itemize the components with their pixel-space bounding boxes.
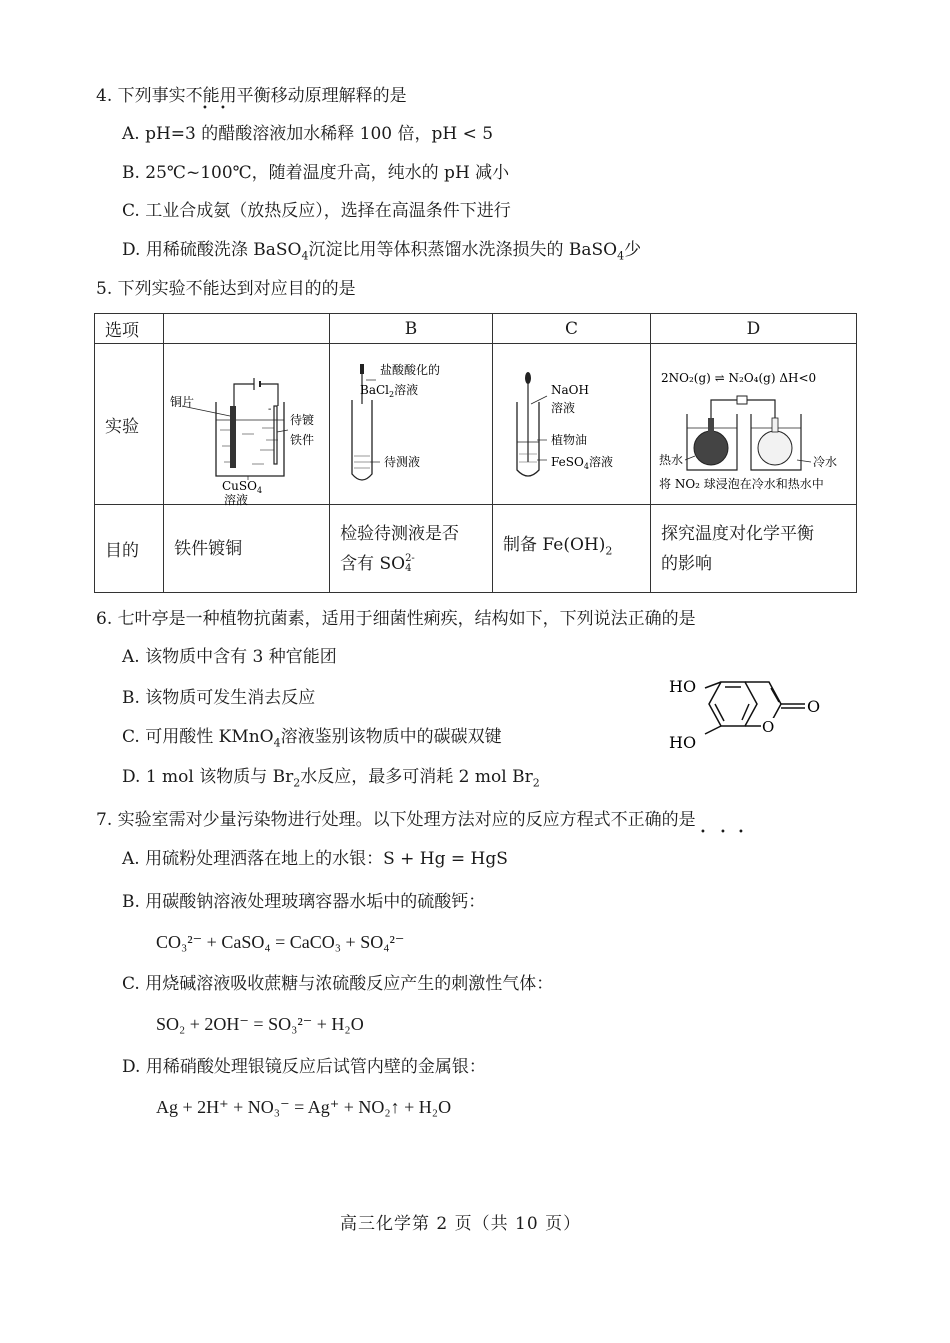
q5-stem: 5. 下列实验不能达到对应目的的是 [96,279,356,299]
q7-option-b: B. 用碳酸钠溶液处理玻璃容器水垢中的硫酸钙： [122,892,486,912]
q7-option-c: C. 用烧碱溶液吸收蔗糖与浓硫酸反应产生的刺激性气体： [122,974,554,994]
label-plated-2: 铁件 [290,433,315,447]
table-header-b: B [330,314,493,344]
carbonyl-oxygen: O [807,697,821,716]
q7-equation-b: CO₃²⁻ + CaSO₄ = CaCO₃ + SO₄²⁻ [156,932,405,952]
test-tube-feoh2-diagram [493,344,649,499]
emphasis-dot: • [738,827,744,838]
goal-c: 制备 $Fe(OH)_2$ [493,505,651,593]
table-header-c: C [493,314,651,344]
svg-text:-: - [268,404,272,415]
label-feso4: FeSO$_4$溶液 [551,455,613,471]
experiment-a-cell [164,344,330,505]
label-naoh: NaOH [551,383,589,397]
q7-equation-c: SO₂ + 2OH⁻ = SO₃²⁻ + H₂O [156,1014,364,1034]
q4-stem: 4. 下列事实不能用平衡移动原理解释的是 [96,86,407,106]
q4-option-d: D. 用稀硫酸洗涤 BaSO$_4$沉淀比用等体积蒸馏水洗涤损失的 BaSO$_4$少 [122,240,642,263]
experiment-c-cell [493,344,651,505]
emphasis-dot: • [720,827,726,838]
q7-equation-d: Ag + 2H⁺ + NO₃⁻ = Ag⁺ + NO₂↑ + H₂O [156,1097,452,1117]
table-header-option: 选项 [95,314,164,344]
goal-b: 检验待测液是否 含有 SO2- 4 [330,505,493,593]
no2-equilibrium-flasks-diagram [651,344,855,499]
emphasis-dot: • [700,827,706,838]
q6-option-c: C. 可用酸性 KMnO$_4$溶液鉴别该物质中的碳碳双键 [122,727,502,750]
label-copper: 铜片 [170,395,195,409]
q7-stem: 7. 实验室需对少量污染物进行处理。以下处理方法对应的反应方程式不正确的是 [96,810,696,830]
goal-d: 探究温度对化学平衡 的影响 [650,505,856,593]
electroplating-apparatus-diagram [164,344,328,507]
q4-option-b: B. 25℃~100℃，随着温度升高，纯水的 pH 减小 [122,163,510,183]
q6-option-b: B. 该物质可发生消去反应 [122,688,316,708]
ho-top: HO [669,677,697,696]
label-acidified: 盐酸酸化的 [380,363,441,377]
ring-oxygen: O [762,718,775,736]
experiment-table [94,313,857,593]
page-footer: 高三化学第 2 页（共 10 页） [340,1214,582,1234]
label-cold-water: 冷水 [812,455,837,469]
label-hot-water: 热水 [658,453,683,467]
label-cuso4: CuSO$_4$ [222,479,263,495]
q7-option-d: D. 用稀硝酸处理银镜反应后试管内壁的金属银： [122,1057,486,1077]
q6-option-d: D. 1 mol 该物质与 $Br_2$水反应，最多可消耗 2 mol $Br_2$ [122,767,540,790]
label-solution: 溶液 [224,493,249,507]
table-header-d: D [650,314,856,344]
label-bacl2: BaCl$_2$溶液 [360,383,419,399]
label-vegetable-oil: 植物油 [551,433,588,447]
emphasis-dot: • [202,103,208,114]
row-label-goal: 目的 [95,505,164,593]
q4-option-a: A. pH=3 的醋酸溶液加水稀释 100 倍，pH < 5 [122,124,494,144]
table-header-a [164,314,330,344]
q7-option-a: A. 用硫粉处理洒落在地上的水银：S + Hg = HgS [122,849,508,869]
ho-bottom: HO [669,733,697,752]
emphasis-dot: • [220,103,226,114]
label-test-solution: 待测液 [384,455,421,469]
row-label-experiment: 实验 [95,344,164,505]
experiment-b-cell [330,344,493,505]
d-equation: 2NO₂(g) ⇌ N₂O₄(g) ΔH<0 [660,371,817,385]
esculetin-structure-diagram [665,668,855,760]
q6-stem: 6. 七叶亭是一种植物抗菌素，适用于细菌性痢疾，结构如下，下列说法正确的是 [96,609,696,629]
q6-option-a: A. 该物质中含有 3 种官能团 [122,647,337,667]
label-naoh-solution: 溶液 [551,401,576,415]
test-tube-bacl2-diagram [330,344,490,499]
label-plated-1: 待镀 [290,413,315,427]
q4-option-c: C. 工业合成氨（放热反应），选择在高温条件下进行 [122,201,511,221]
experiment-d-cell [650,344,856,505]
d-caption: 将 NO₂ 球浸泡在冷水和热水中 [658,477,824,491]
goal-a: 铁件镀铜 [164,505,330,593]
